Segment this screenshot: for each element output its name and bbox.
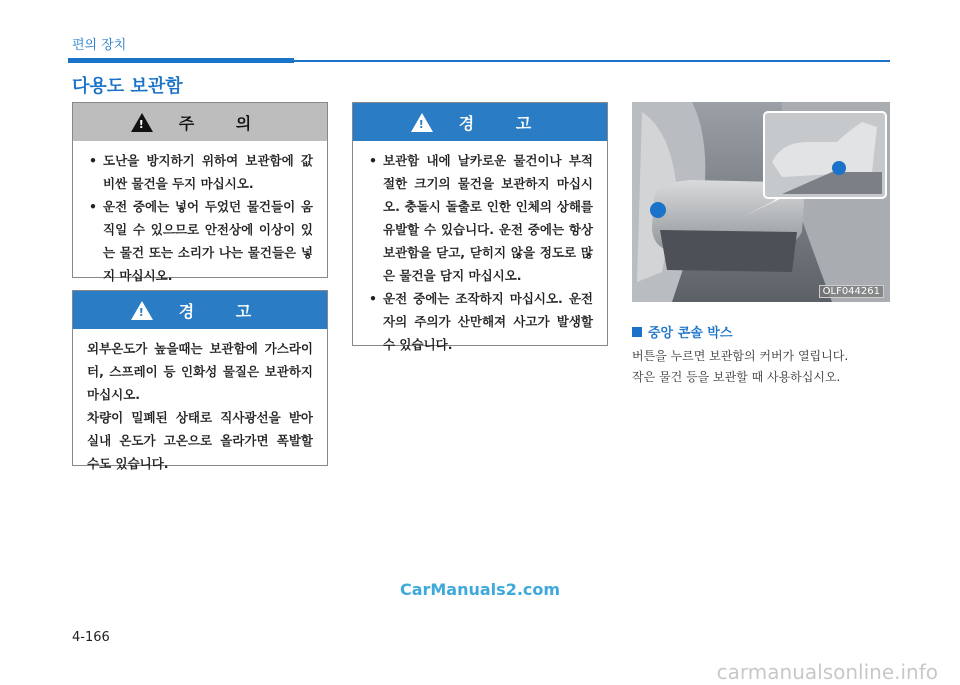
caution-item: • 운전 중에는 넣어 두었던 물건들이 움직일 수 있으므로 안전상에 이상이 있는 물건 또는 소리가 나는 물건들은 넣지 마십시오.: [87, 195, 313, 287]
warning-item: • 운전 중에는 조작하지 마십시오. 운전자의 주의가 산만해져 사고가 발생할 수 있습니다.: [367, 287, 593, 356]
console-illustration: [632, 102, 890, 302]
description-line: 버튼을 누르면 보관함의 커버가 열립니다.: [632, 349, 849, 363]
warning-box-right: [352, 102, 608, 352]
center-console-title: [632, 322, 732, 341]
warning-triangle-icon: !: [131, 113, 153, 132]
caution-heading: 주 의: [178, 113, 270, 133]
square-bullet-icon: [632, 327, 642, 337]
center-console-title-text: 중앙 콘솔 박스: [648, 326, 733, 341]
warning-body-right: [353, 141, 607, 366]
page-number: 4-166: [72, 630, 110, 645]
page-title: 다용도 보관함: [72, 76, 183, 97]
warning-triangle-icon: !: [411, 113, 433, 132]
caution-box: [72, 102, 328, 283]
arrow-marker-icon: [650, 202, 666, 218]
header-rule-thin: [294, 60, 890, 62]
description-line: 작은 물건 등을 보관할 때 사용하십시오.: [632, 370, 841, 384]
header-rule-thick: [68, 58, 294, 63]
warning-triangle-icon: !: [131, 301, 153, 320]
warning-header-left: [73, 291, 327, 329]
arrow-marker-icon: [832, 161, 846, 175]
console-box-photo: [632, 102, 890, 302]
caution-body: [73, 141, 327, 297]
warning-heading-right: 경 고: [458, 113, 550, 133]
warning-item: • 보관함 내에 날카로운 물건이나 부적절한 크기의 물건을 보관하지 마십시오. 충돌시 돌출로 인한 인체의 상해를 유발할 수 있습니다. 운전 중에는 항상 보관함을 닫고, 닫히지 않을 정도로 많은 물건을 담지 마십시오.: [367, 149, 593, 287]
warning-body-left: [73, 329, 327, 485]
warning-paragraph: 외부온도가 높을때는 보관함에 가스라이터, 스프레이 등 인화성 물질은 보관하지 마십시오.: [87, 341, 313, 402]
caution-header: [73, 103, 327, 141]
center-console-description: [632, 346, 848, 388]
warning-heading-left: 경 고: [178, 301, 270, 321]
figure-code: OLF044261: [819, 285, 884, 298]
section-label: 편의 장치: [72, 38, 127, 53]
warning-box-left: [72, 290, 328, 471]
caution-item: • 도난을 방지하기 위하여 보관함에 값비싼 물건을 두지 마십시오.: [87, 149, 313, 195]
warning-header-right: [353, 103, 607, 141]
watermark-link[interactable]: CarManuals2.com: [399, 580, 561, 599]
footer-watermark: carmanualsonline.info: [716, 660, 938, 684]
warning-paragraph: 차량이 밀폐된 상태로 직사광선을 받아 실내 온도가 고온으로 올라가면 폭발할 수도 있습니다.: [87, 410, 313, 471]
